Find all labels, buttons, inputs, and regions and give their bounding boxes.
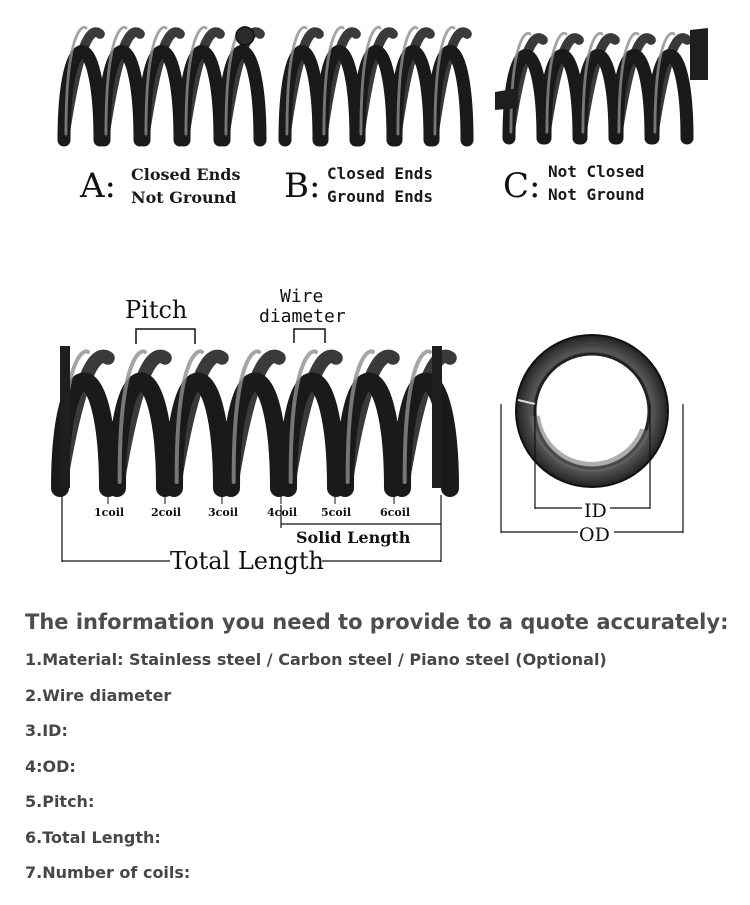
end-type-a-line1: Closed Ends <box>131 165 241 184</box>
id-label: ID <box>584 500 607 522</box>
coil-labels <box>94 494 410 519</box>
coil-label-5: 5coil <box>321 506 352 519</box>
end-type-c-line2: Not Ground <box>548 185 645 204</box>
info-item-material: 1.Material: Stainless steel / Carbon steel / Piano steel (Optional) <box>25 650 607 669</box>
wire-label-line1: Wire <box>280 286 324 307</box>
spring-not-closed <box>495 28 708 138</box>
open-wire-tail <box>690 28 708 80</box>
end-type-b-label <box>284 164 433 206</box>
info-item-total-length: 6.Total Length: <box>25 827 161 847</box>
spring-end-right <box>432 346 442 488</box>
wire-diameter-annotation <box>259 286 346 343</box>
info-item-coils: 7.Number of coils: <box>25 863 191 882</box>
wire-end-cap <box>236 27 254 45</box>
od-label: OD <box>579 524 610 546</box>
solid-length-label: Solid Length <box>296 528 411 547</box>
spring-end-left <box>60 346 70 488</box>
info-item-wire-diameter: 2.Wire diameter <box>25 685 172 705</box>
info-item-pitch: 5.Pitch: <box>25 792 95 811</box>
end-type-a-letter: A: <box>80 166 117 206</box>
coil-label-6: 6coil <box>380 506 411 519</box>
end-type-c-line1: Not Closed <box>548 162 645 181</box>
solid-length-annotation <box>281 505 441 547</box>
end-type-b-line1: Closed Ends <box>327 164 433 183</box>
coil-label-1: 1coil <box>94 506 125 519</box>
spring-closed-not-ground <box>64 27 260 140</box>
open-wire-tail <box>495 88 518 110</box>
spring-dimension-view <box>60 346 450 488</box>
end-type-a-label <box>79 165 240 207</box>
spring-closed-ground <box>283 18 468 140</box>
pitch-label: Pitch <box>125 296 188 324</box>
total-length-label: Total Length <box>170 547 324 575</box>
wire-bracket <box>294 329 325 343</box>
coil-label-2: 2coil <box>151 506 182 519</box>
quote-info-title: The information you need to provide to a quote accurately: <box>25 610 729 634</box>
end-type-b-letter: B: <box>284 166 321 206</box>
pitch-annotation <box>125 296 195 344</box>
end-type-a-line2: Not Ground <box>131 188 237 207</box>
wire-label-line2: diameter <box>259 306 346 327</box>
end-type-c-letter: C: <box>503 166 541 206</box>
end-type-c-label <box>503 162 644 206</box>
end-type-b-line2: Ground Ends <box>327 187 433 206</box>
spring-end-view-ring <box>516 335 668 487</box>
info-item-id: 3.ID: <box>25 721 68 740</box>
info-item-od: 4:OD: <box>25 756 76 776</box>
quote-info-section <box>25 610 740 898</box>
coil-label-3: 3coil <box>208 506 239 519</box>
coil-label-4: 4coil <box>267 506 298 519</box>
pitch-bracket <box>136 329 195 344</box>
ground-end-flat <box>283 18 468 22</box>
